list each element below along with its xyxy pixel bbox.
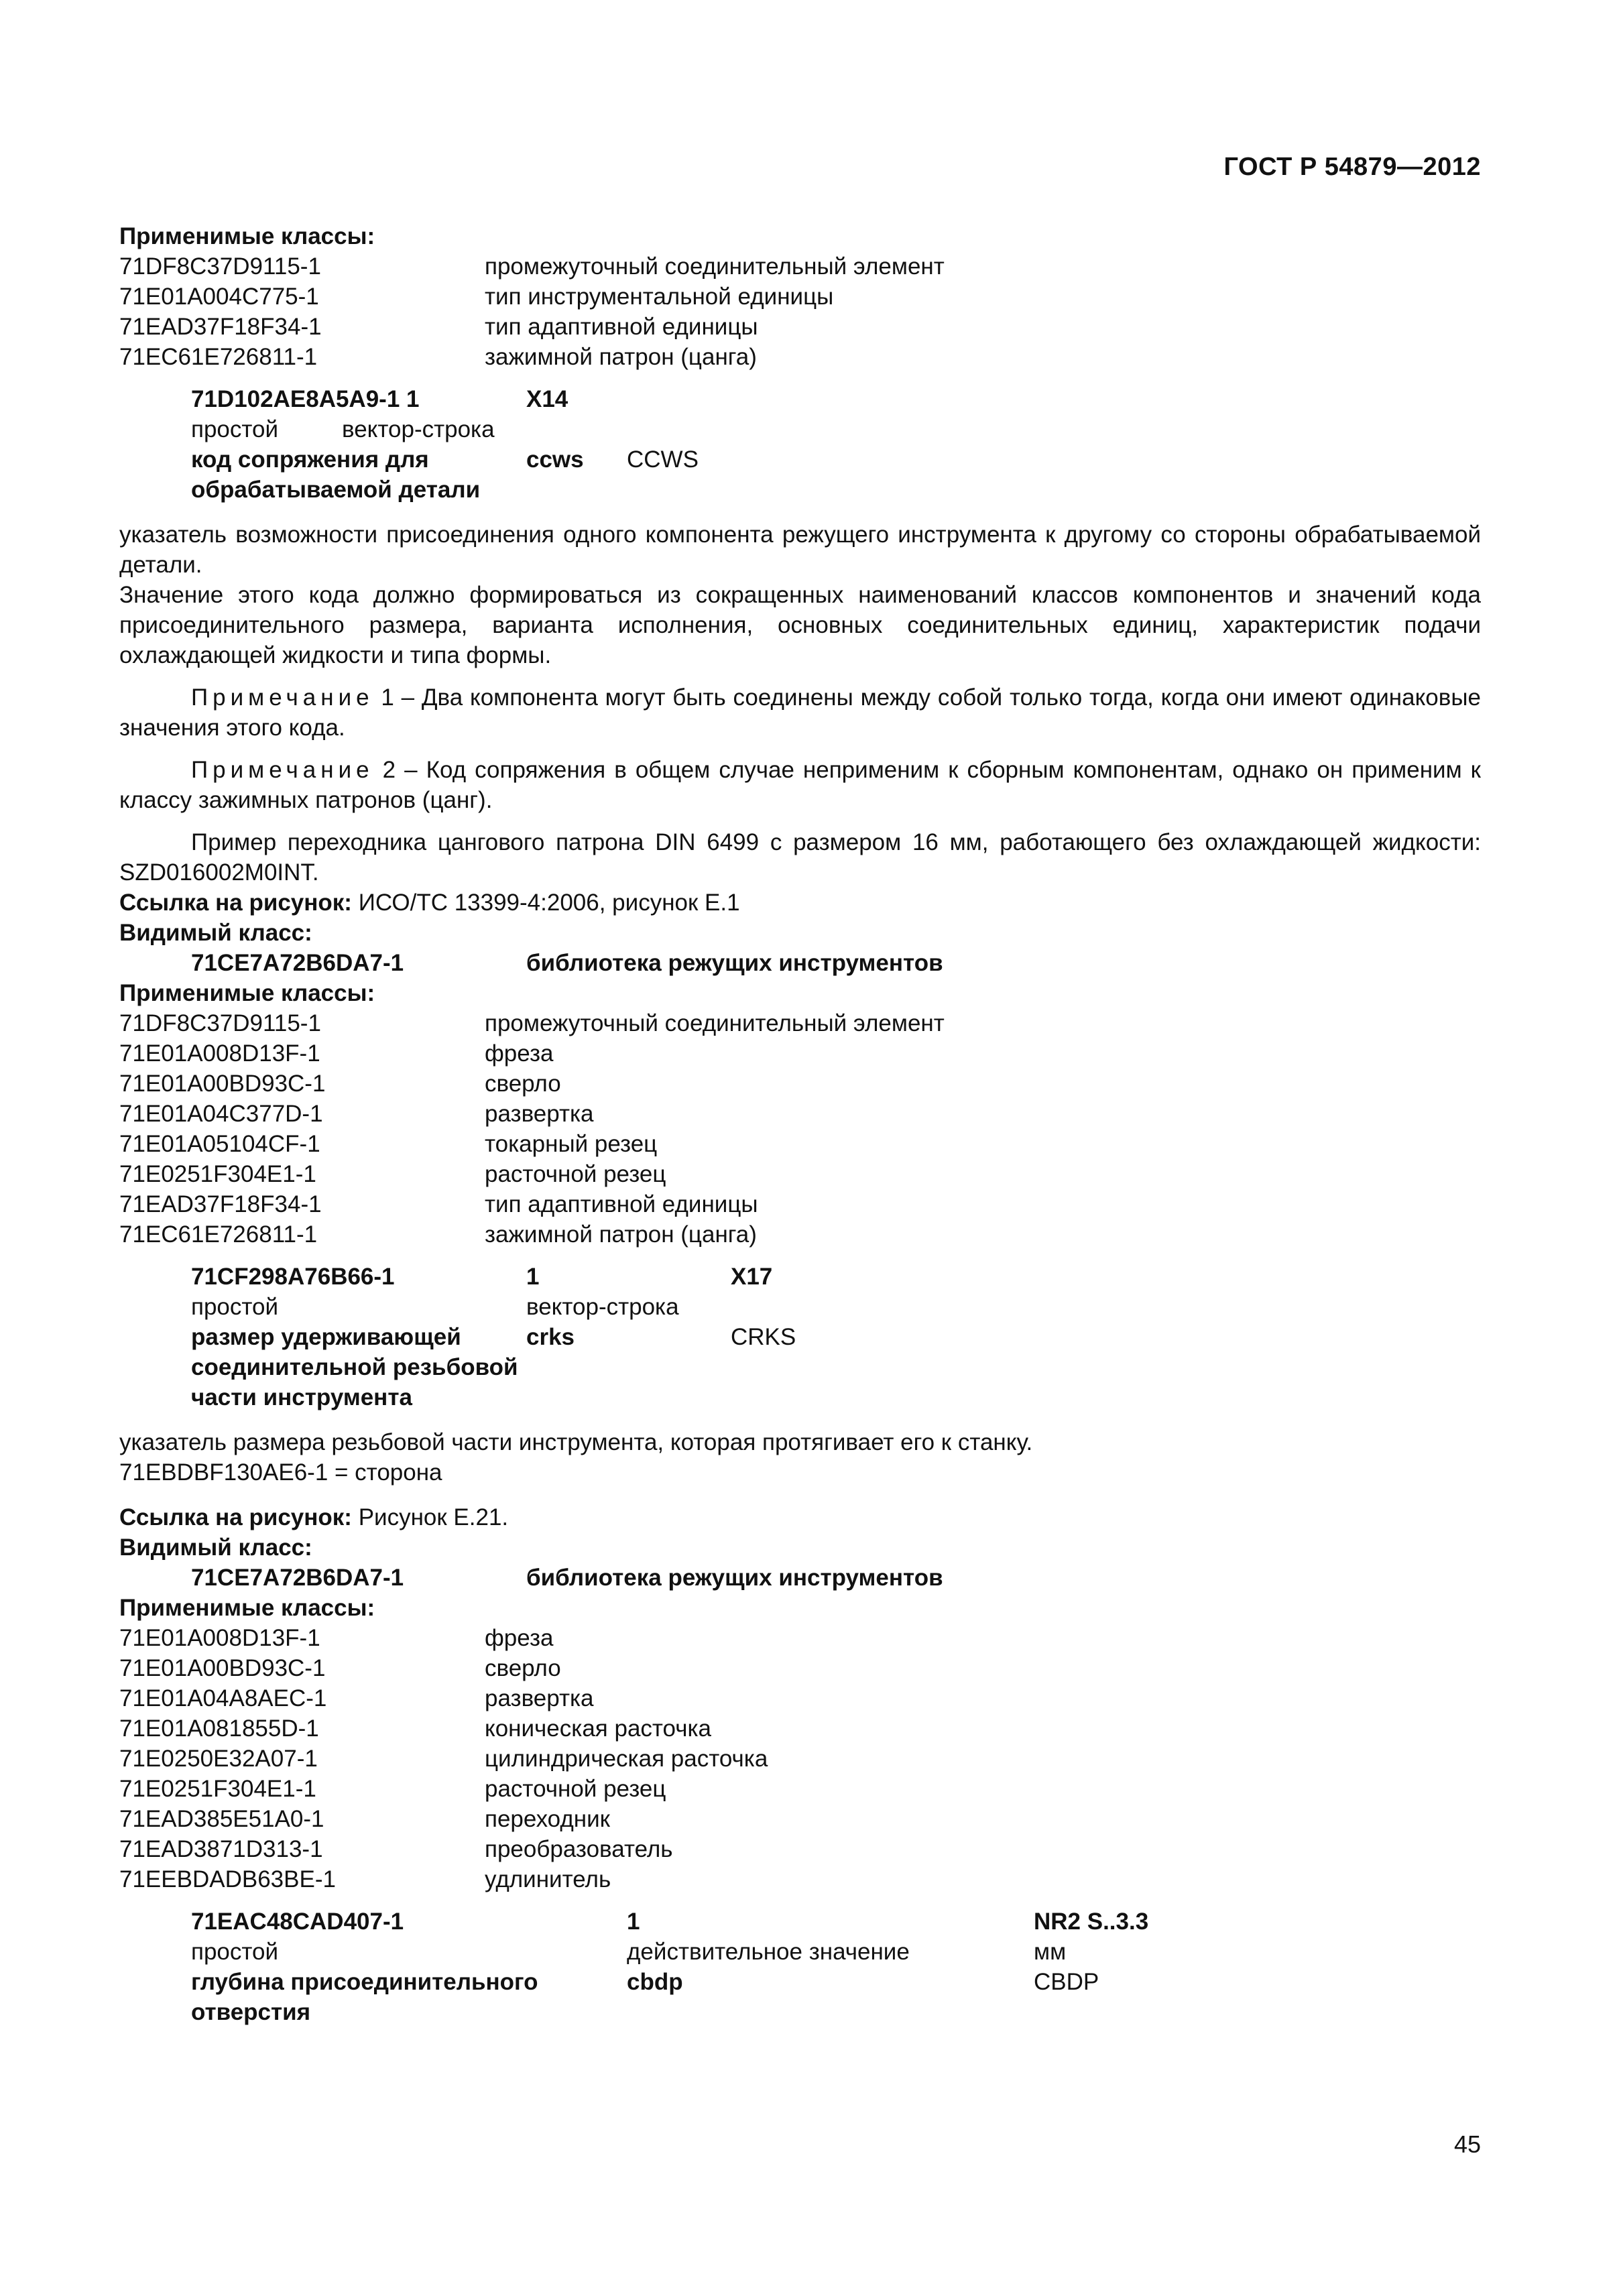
example-text: Пример переходника цангового патрона DIN 6499 с размером 16 мм, работающего без охлаждающей жидкости: SZD016002M0INT. (119, 829, 1481, 886)
class-name: расточной резец (485, 1161, 666, 1187)
class-code: 71EAD37F18F34-1 (119, 314, 322, 340)
class-name: зажимной патрон (цанга) (485, 344, 757, 370)
class-row (119, 1713, 1481, 1744)
property-type-row (191, 414, 1481, 444)
figure-ref-label: Ссылка на рисунок: (119, 890, 352, 916)
property-abbr: crks (526, 1324, 575, 1350)
class-name: тип адаптивной единицы (485, 314, 758, 340)
visible-class-row (119, 948, 1481, 978)
property-vector: вектор-строка (342, 416, 495, 442)
property-value-kind: действительное значение (627, 1939, 910, 1965)
property-name: глубина присоединительного (191, 1969, 538, 1995)
class-code: 71E01A081855D-1 (119, 1715, 319, 1742)
property-num: 1 (627, 1909, 640, 1935)
property-abbr-upper: CRKS (731, 1324, 796, 1350)
class-row (119, 1744, 1481, 1774)
class-name: цилиндрическая расточка (485, 1746, 768, 1772)
class-row (119, 1159, 1481, 1189)
class-code: 71E01A05104CF-1 (119, 1131, 320, 1157)
figure-reference (119, 1502, 1481, 1532)
class-name: зажимной патрон (цанга) (485, 1221, 757, 1248)
property-type-row (191, 1292, 1481, 1322)
class-code: 71EEBDADB63BE-1 (119, 1866, 336, 1892)
note-label: Примечание (191, 757, 374, 783)
property-type: простой (191, 416, 279, 442)
class-code: 71EAD3871D313-1 (119, 1836, 323, 1862)
class-row (119, 1653, 1481, 1683)
applicable-classes-label: Применимые классы: (119, 980, 375, 1006)
property-name-row (191, 444, 1481, 475)
page-content (119, 221, 1481, 2027)
property-block-cbdp (119, 1907, 1481, 2027)
figure-reference (119, 888, 1481, 918)
property-type: простой (191, 1939, 279, 1965)
definition-ccws-detail: Значение этого кода должно формироваться из сокращенных наименований классов компонентов и значений кода присоединительного размера, варианта исполнения, основных соединительных единиц, характеристик подачи охлаждающей жидкости и типа формы. (119, 582, 1481, 668)
class-name: фреза (485, 1625, 554, 1651)
class-row (119, 1008, 1481, 1038)
class-name: тип инструментальной единицы (485, 284, 834, 310)
property-abbr: ccws (526, 446, 584, 473)
applicable-classes-label: Применимые классы: (119, 1595, 375, 1621)
class-name: преобразователь (485, 1836, 673, 1862)
class-row (119, 1683, 1481, 1713)
class-code: 71EAD37F18F34-1 (119, 1191, 322, 1217)
property-unit: мм (1034, 1939, 1067, 1965)
class-name: развертка (485, 1685, 594, 1711)
property-code: 71EAC48CAD407-1 (191, 1909, 404, 1935)
note-1 (119, 682, 1481, 743)
definition-crks: указатель размера резьбовой части инструмента, которая протягивает его к станку. (119, 1429, 1033, 1455)
property-name-cont: части инструмента (191, 1384, 412, 1410)
class-name: тип адаптивной единицы (485, 1191, 758, 1217)
property-name-cont: соединительной резьбовой (191, 1354, 518, 1380)
class-name: развертка (485, 1101, 594, 1127)
class-row (119, 1834, 1481, 1864)
figure-ref-label: Ссылка на рисунок: (119, 1504, 352, 1530)
property-block-crks (119, 1262, 1481, 1412)
property-name-cont: отверстия (191, 1999, 311, 2025)
property-vector: вектор-строка (526, 1294, 679, 1320)
class-row (119, 1623, 1481, 1653)
property-format: NR2 S..3.3 (1034, 1909, 1149, 1935)
class-row (119, 1069, 1481, 1099)
note-text: 2 – Код сопряжения в общем случае неприменим к сборным компонентам, однако он применим к классу зажимных патронов (цанг). (119, 757, 1481, 813)
class-row (119, 1189, 1481, 1219)
class-code: 71E0250E32A07-1 (119, 1746, 318, 1772)
class-name: промежуточный соединительный элемент (485, 253, 945, 280)
definition-ccws: указатель возможности присоединения одного компонента режущего инструмента к другому со стороны обрабатываемой детали. (119, 522, 1481, 578)
property-code: 71CF298A76B66-1 (191, 1264, 395, 1290)
class-row (119, 1038, 1481, 1069)
class-name: удлинитель (485, 1866, 611, 1892)
property-abbr: cbdp (627, 1969, 683, 1995)
class-code: 71E01A04A8AEC-1 (119, 1685, 327, 1711)
visible-class-label: Видимый класс: (119, 920, 312, 946)
standard-header: ГОСТ Р 54879—2012 (1223, 153, 1481, 181)
class-code: 71E0251F304E1-1 (119, 1161, 316, 1187)
property-format: X17 (731, 1264, 773, 1290)
class-row (119, 251, 1481, 282)
property-block-ccws (119, 384, 1481, 505)
class-row (119, 342, 1481, 372)
property-type: простой (191, 1294, 279, 1320)
visible-class-row (119, 1563, 1481, 1593)
note-2 (119, 755, 1481, 815)
class-code: 71EAD385E51A0-1 (119, 1806, 324, 1832)
class-row (119, 1864, 1481, 1894)
class-row (119, 1099, 1481, 1129)
visible-class-name: библиотека режущих инструментов (526, 950, 943, 976)
class-code: 71E01A008D13F-1 (119, 1625, 320, 1651)
class-row (119, 282, 1481, 312)
note-text: 1 – Два компонента могут быть соединены между собой только тогда, когда они имеют одинаковые значения этого кода. (119, 684, 1481, 741)
property-format: X14 (526, 386, 568, 412)
class-code: 71E01A04C377D-1 (119, 1101, 323, 1127)
property-name: размер удерживающей (191, 1324, 461, 1350)
class-row (119, 1804, 1481, 1834)
property-code: 71D102AE8A5A9-1 1 (191, 386, 420, 412)
property-name: код сопряжения для (191, 446, 429, 473)
class-code: 71E0251F304E1-1 (119, 1776, 316, 1802)
definition-crks-detail: 71EBDBF130AE6-1 = сторона (119, 1459, 442, 1486)
visible-class-name: библиотека режущих инструментов (526, 1565, 943, 1591)
class-name: фреза (485, 1040, 554, 1067)
class-row (119, 1129, 1481, 1159)
property-name-row (191, 1967, 1481, 1997)
property-type-row (191, 1937, 1481, 1967)
note-label: Примечание (191, 684, 374, 711)
class-code: 71DF8C37D9115-1 (119, 253, 321, 280)
class-code: 71EC61E726811-1 (119, 344, 318, 370)
visible-class-label: Видимый класс: (119, 1534, 312, 1561)
class-row (119, 1219, 1481, 1250)
property-header (191, 384, 1481, 414)
property-name-cont: обрабатываемой детали (191, 477, 481, 503)
property-abbr-upper: CCWS (627, 446, 699, 473)
class-row (119, 312, 1481, 342)
figure-ref-value: Рисунок Е.21. (358, 1504, 509, 1530)
figure-ref-value: ИСО/ТС 13399-4:2006, рисунок Е.1 (358, 890, 740, 916)
class-name: токарный резец (485, 1131, 658, 1157)
class-code: 71E01A008D13F-1 (119, 1040, 320, 1067)
property-header (191, 1907, 1481, 1937)
class-name: переходник (485, 1806, 610, 1832)
property-header (191, 1262, 1481, 1292)
property-abbr-upper: CBDP (1034, 1969, 1099, 1995)
class-code: 71EC61E726811-1 (119, 1221, 318, 1248)
class-row (119, 1774, 1481, 1804)
class-name: расточной резец (485, 1776, 666, 1802)
page-number: 45 (1453, 2130, 1481, 2158)
visible-class-code: 71CE7A72B6DA7-1 (191, 950, 404, 976)
class-name: сверло (485, 1071, 561, 1097)
class-name: промежуточный соединительный элемент (485, 1010, 945, 1036)
applicable-classes-label: Применимые классы: (119, 223, 375, 249)
class-code: 71E01A00BD93C-1 (119, 1071, 326, 1097)
class-code: 71E01A004C775-1 (119, 284, 319, 310)
property-num: 1 (526, 1264, 540, 1290)
property-name-row (191, 1322, 1481, 1352)
class-name: коническая расточка (485, 1715, 712, 1742)
visible-class-code: 71CE7A72B6DA7-1 (191, 1565, 404, 1591)
class-code: 71DF8C37D9115-1 (119, 1010, 321, 1036)
class-code: 71E01A00BD93C-1 (119, 1655, 326, 1681)
class-name: сверло (485, 1655, 561, 1681)
